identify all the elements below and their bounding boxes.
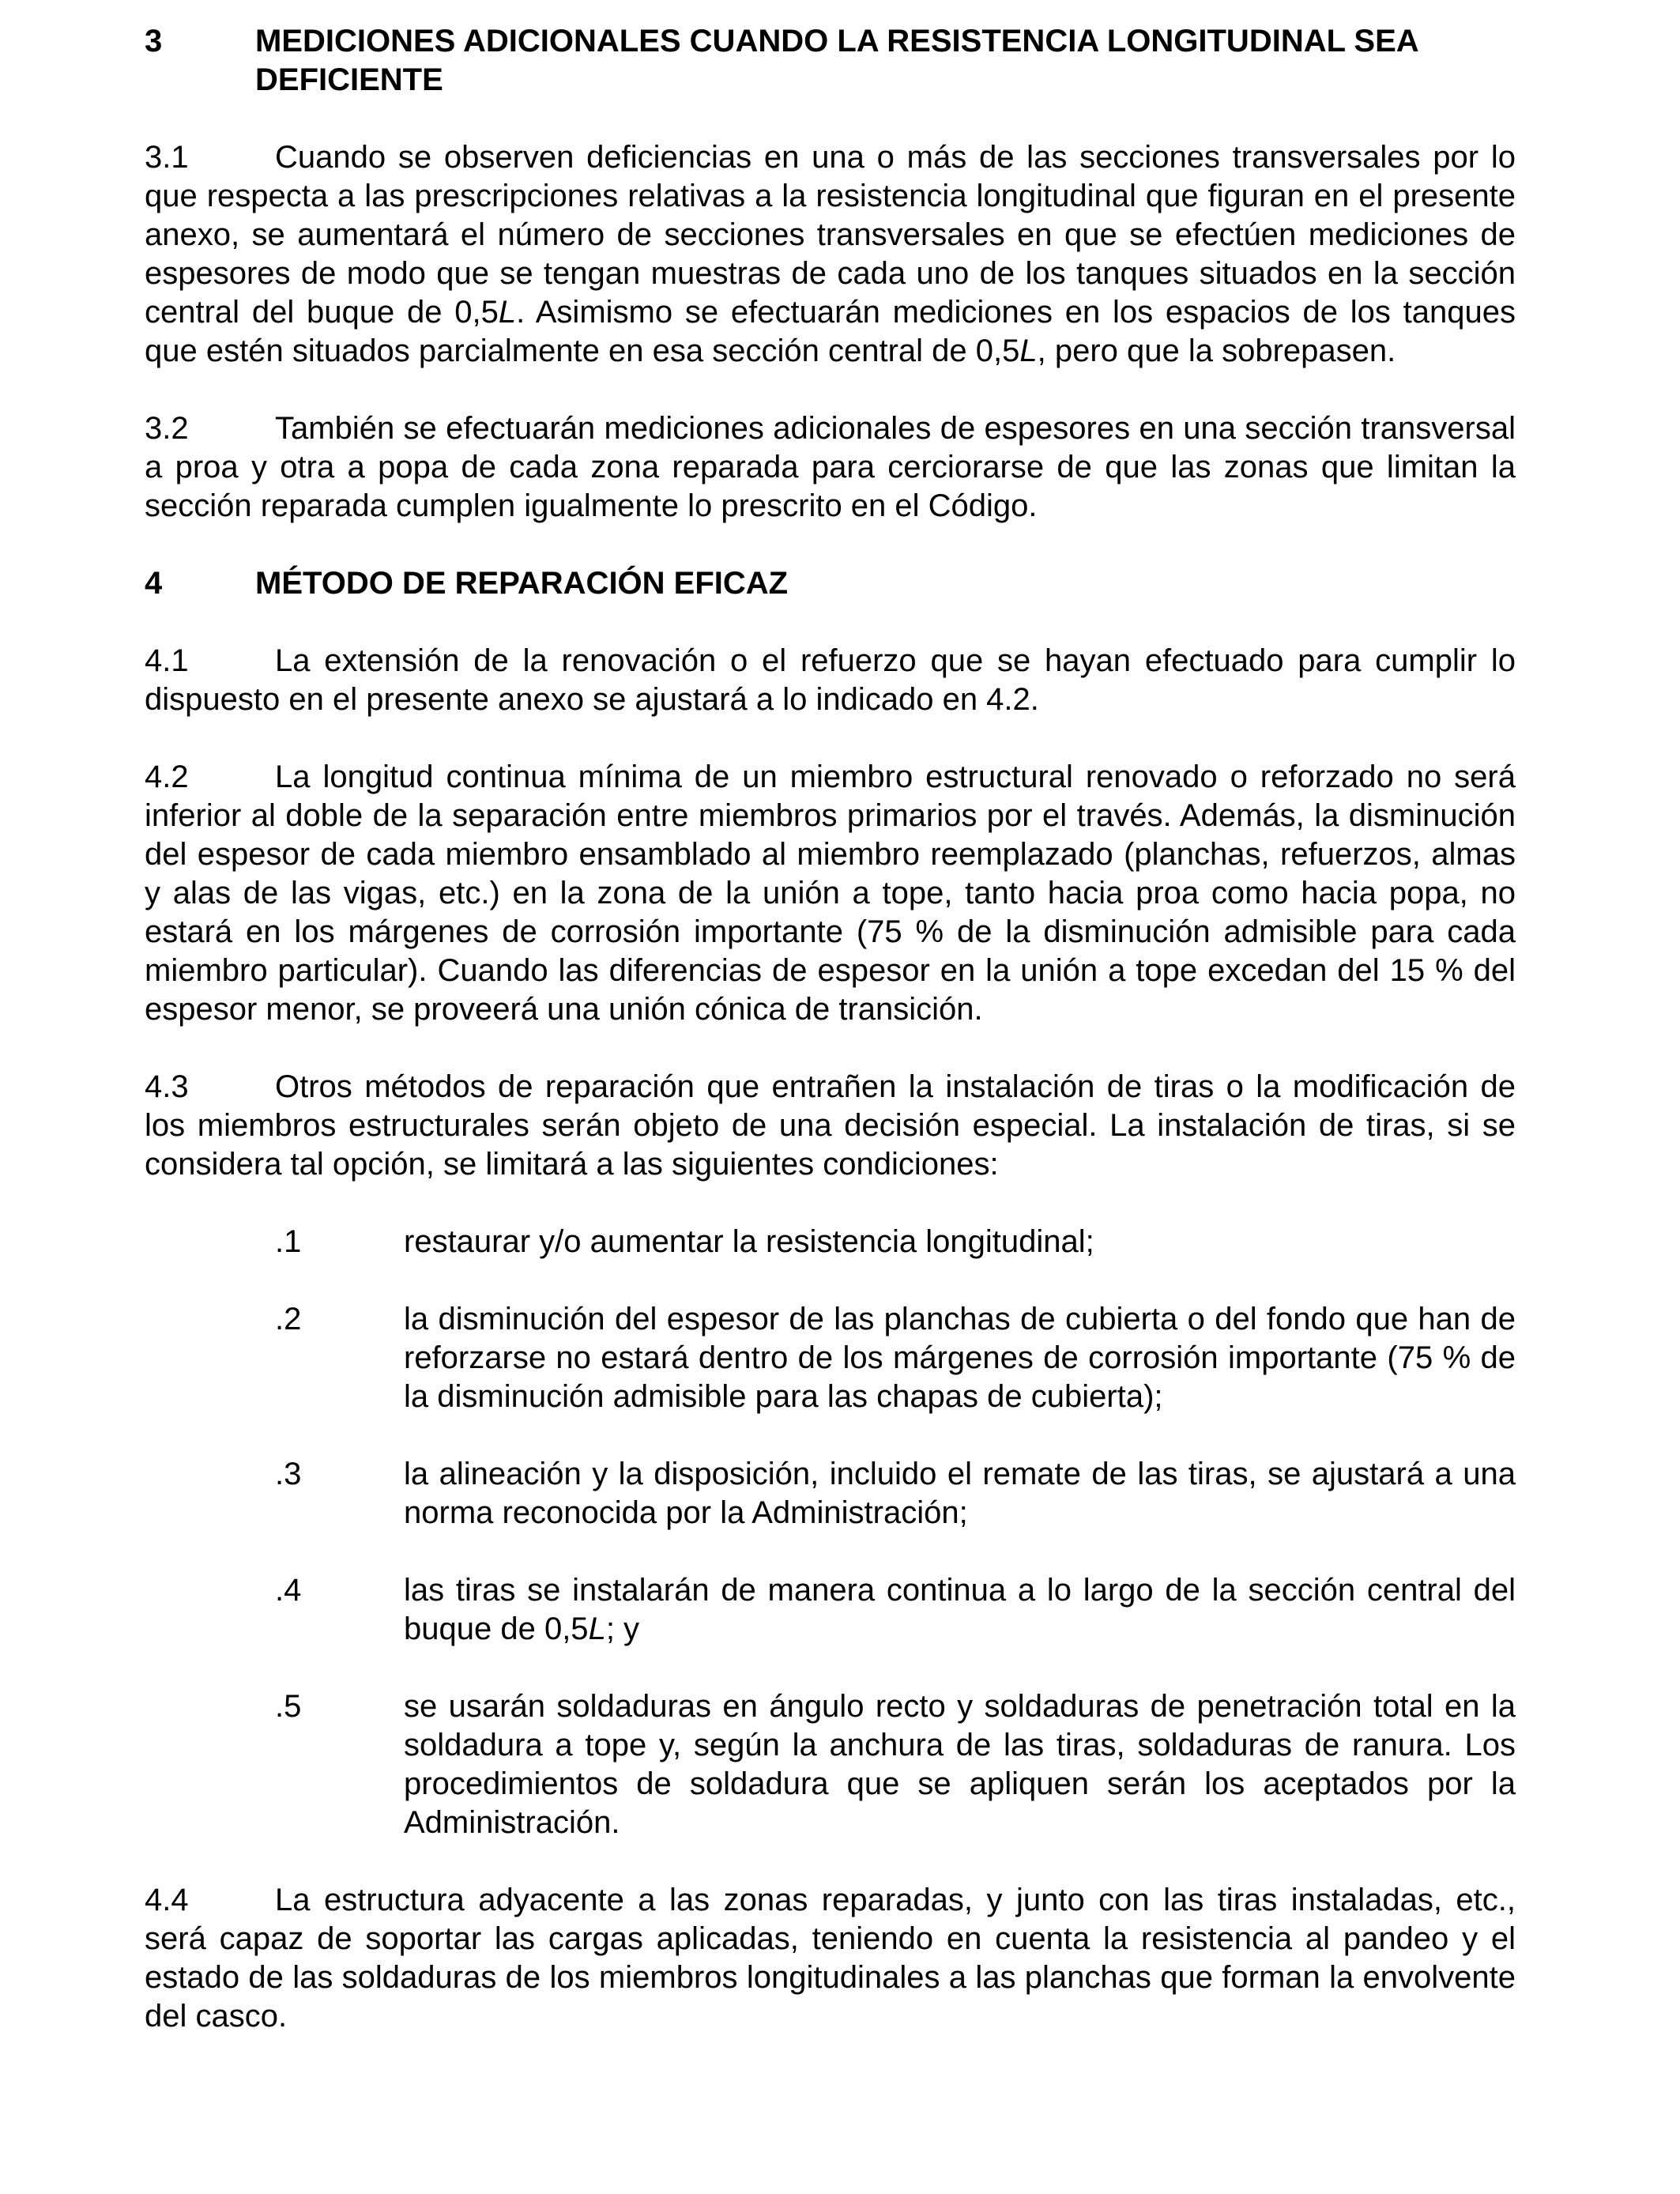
section-4-number: 4	[145, 566, 163, 601]
paragraph-4-2-number: 4.2	[145, 760, 189, 794]
list-item-5-text: se usarán soldaduras en ángulo recto y soldaduras de penetración total en la soldadura a tope y, según la anchura de las tiras, soldaduras de ranura. Los procedimientos de soldadura que se apliquen serán los aceptados por la Administración.	[404, 1689, 1516, 1840]
paragraph-4-4-text: La estructura adyacente a las zonas reparadas, y junto con las tiras instaladas, etc., será capaz de soportar las cargas aplicadas, teniendo en cuenta la resistencia al pandeo y el estado de las soldaduras de los miembros longitudinales a las planchas que forman la envolvente del casco.	[145, 1883, 1516, 2034]
list-item-3-number: .3	[275, 1457, 302, 1491]
section-3-number: 3	[145, 24, 163, 58]
section-3-heading	[145, 22, 1516, 100]
list-item-4-italic: L	[588, 1612, 606, 1646]
paragraph-4-2-text: La longitud continua mínima de un miembro estructural renovado o reforzado no será inferior al doble de la separación entre miembros primarios por el través. Además, la disminución del espesor de cada miembro ensamblado al miembro reemplazado (planchas, refuerzos, almas y alas de las vigas, etc.) en la zona de la unión a tope, tanto hacia proa como hacia popa, no estará en los márgenes de corrosión importante (75 % de la disminución admisible para cada miembro particular). Cuando las diferencias de espesor en la unión a tope excedan del 15 % del espesor menor, se proveerá una unión cónica de transición.	[145, 760, 1516, 1027]
paragraph-4-3-number: 4.3	[145, 1069, 189, 1104]
list-item-1	[145, 1223, 1516, 1261]
paragraph-3-1	[145, 138, 1516, 371]
paragraph-3-1-number: 3.1	[145, 140, 189, 175]
list-item-1-number: .1	[275, 1224, 302, 1259]
paragraph-4-3-text: Otros métodos de reparación que entrañen la instalación de tiras o la modificación de los miembros estructurales serán objeto de una decisión especial. La instalación de tiras, si se considera tal opción, se limitará a las siguientes condiciones:	[145, 1069, 1516, 1182]
list-item-2	[145, 1300, 1516, 1416]
paragraph-4-1-text: La extensión de la renovación o el refuerzo que se hayan efectuado para cumplir lo dispuesto en el presente anexo se ajustará a lo indicado en 4.2.	[145, 643, 1516, 717]
paragraph-4-4	[145, 1881, 1516, 2036]
section-4-heading	[145, 564, 1516, 603]
section-3-title: MEDICIONES ADICIONALES CUANDO LA RESISTENCIA LONGITUDINAL SEA DEFICIENTE	[255, 24, 1418, 97]
paragraph-4-3	[145, 1068, 1516, 1184]
paragraph-4-4-number: 4.4	[145, 1883, 189, 1917]
list-item-1-text: restaurar y/o aumentar la resistencia longitudinal;	[404, 1224, 1094, 1259]
paragraph-3-1-text-a: Cuando se observen deficiencias en una o más de las secciones transversales por lo que respecta a las prescripciones relativas a la resistencia longitudinal que figuran en el presente anexo, se aumentará el número de secciones transversales en que se efectúen mediciones de espesores de modo que se tengan muestras de cada uno de los tanques situados en la sección central del buque de 0,5	[145, 140, 1516, 330]
list-item-3-text: la alineación y la disposición, incluido el remate de las tiras, se ajustará a una norma reconocida por la Administración;	[404, 1457, 1516, 1530]
paragraph-4-1	[145, 642, 1516, 719]
list-item-2-number: .2	[275, 1302, 302, 1336]
paragraph-3-2-number: 3.2	[145, 411, 189, 446]
paragraph-4-1-number: 4.1	[145, 643, 189, 678]
list-item-5	[145, 1687, 1516, 1842]
list-item-2-text: la disminución del espesor de las planchas de cubierta o del fondo que han de reforzarse no estará dentro de los márgenes de corrosión importante (75 % de la disminución admisible para las chapas de cubierta);	[404, 1302, 1516, 1414]
list-item-4-text-a: las tiras se instalarán de manera continua a lo largo de la sección central del buque de 0,5	[404, 1573, 1516, 1646]
section-4-title: MÉTODO DE REPARACIÓN EFICAZ	[255, 566, 789, 601]
list-item-3	[145, 1455, 1516, 1532]
list-item-4	[145, 1571, 1516, 1649]
paragraph-3-1-italic-2: L	[1019, 334, 1038, 368]
paragraph-3-1-italic-1: L	[498, 295, 517, 330]
paragraph-3-1-text-c: , pero que la sobrepasen.	[1037, 334, 1396, 368]
paragraph-3-2-text: También se efectuarán mediciones adicionales de espesores en una sección transversal a proa y otra a popa de cada zona reparada para cerciorarse de que las zonas que limitan la sección reparada cumplen igualmente lo prescrito en el Código.	[145, 411, 1516, 523]
document-page	[145, 22, 1516, 2075]
list-item-4-number: .4	[275, 1573, 302, 1608]
paragraph-4-2	[145, 758, 1516, 1029]
paragraph-3-1-text-b: . Asimismo se efectuarán mediciones en los espacios de los tanques que estén situados parcialmente en esa sección central de 0,5	[145, 295, 1516, 368]
list-item-4-text-b: ; y	[605, 1612, 640, 1646]
paragraph-3-2	[145, 409, 1516, 526]
list-item-5-number: .5	[275, 1689, 302, 1724]
